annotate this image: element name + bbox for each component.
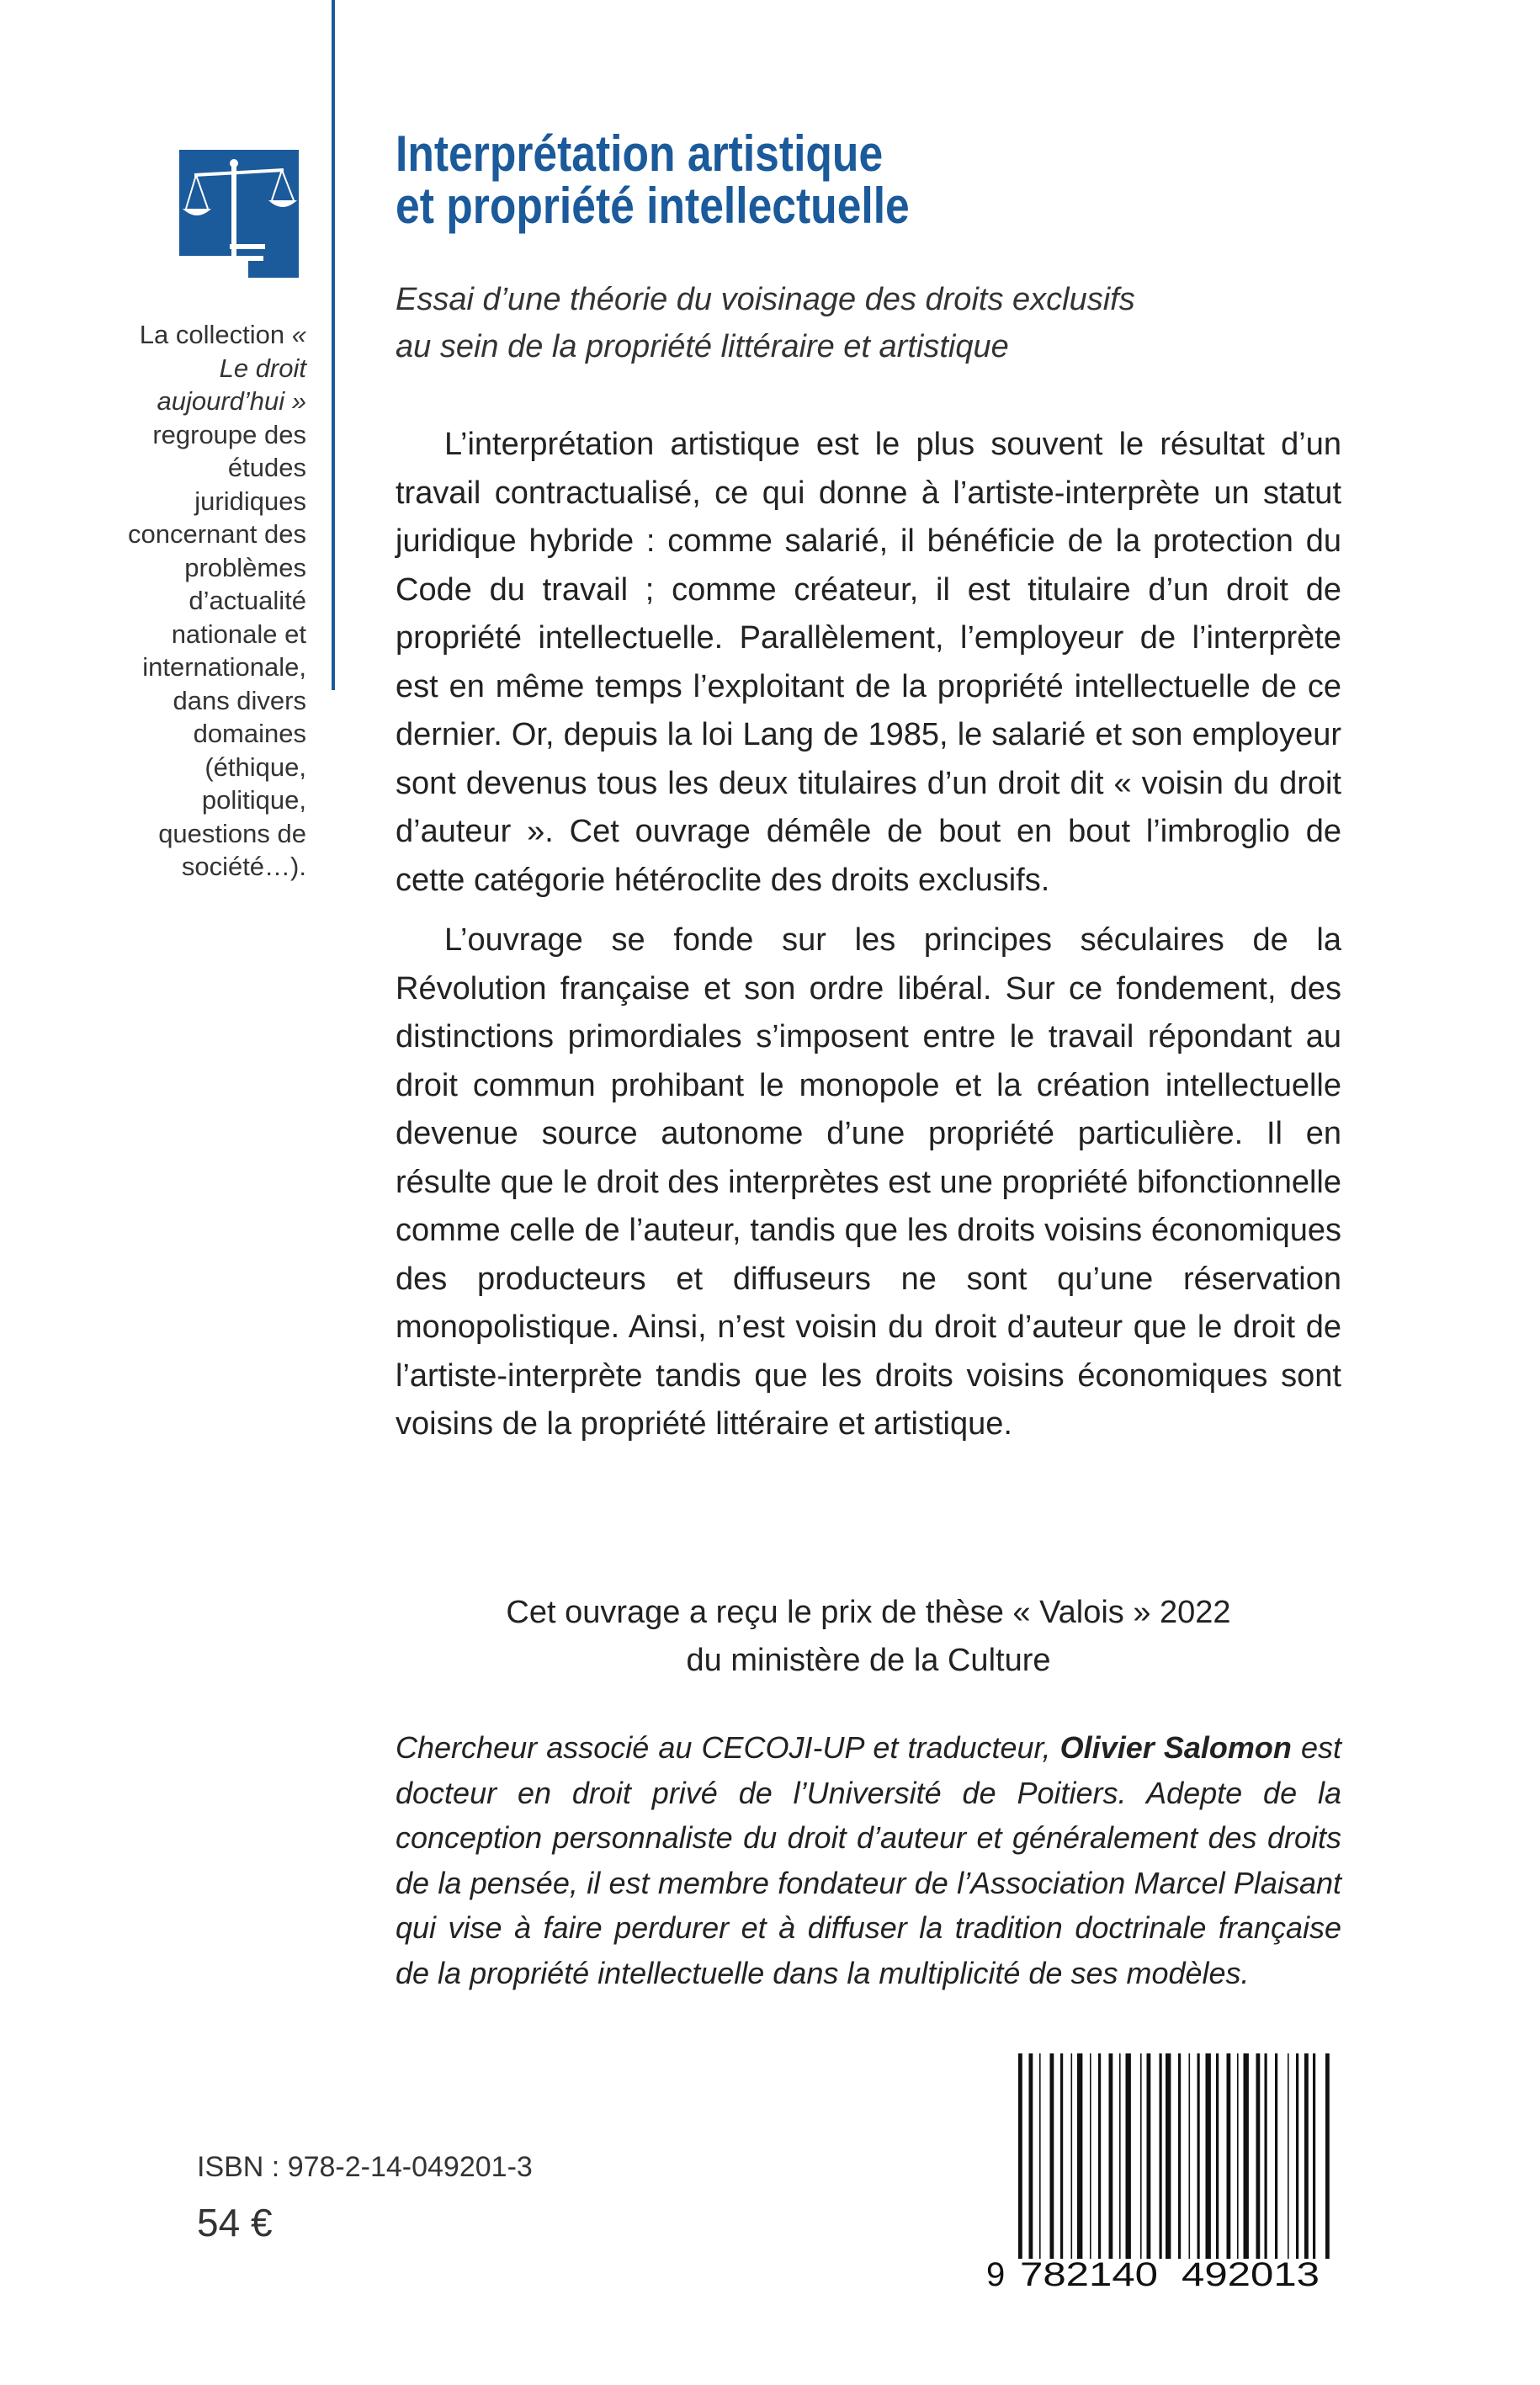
barcode (986, 2053, 1338, 2289)
barcode-bar (1039, 2053, 1041, 2259)
barcode-bar (1077, 2053, 1082, 2259)
barcode-bar (1178, 2053, 1181, 2259)
barcode-bar (1265, 2053, 1267, 2259)
book-subtitle-line-1: Essai d’une théorie du voisinage des droits exclusifs (396, 282, 1135, 317)
barcode-bar (1288, 2053, 1289, 2259)
isbn: ISBN : 978-2-14-049201-3 (197, 2151, 533, 2183)
barcode-bar (1216, 2053, 1219, 2259)
blurb-paragraph-2: L’ouvrage se fonde sur les principes séculaires de la Révolution française et son ordre libéral. Sur ce fondement, des distinctions primordiales s’imposent entre le travail répondant au droit commun prohibant le monopole et la création intellectuelle devenue source autonome d’une propriété particulière. Il en résulte que le droit des interprètes est une propriété bifonctionnelle comme celle de l’auteur, tandis que les droits voisins économiques des producteurs et diffuseurs ne sont qu’une réservation monopolistique. Ainsi, n’est voisin du droit d’auteur que le droit de l’artiste-interprète tandis que les droits voisins économiques sont voisins de la propriété littéraire et artistique. (396, 922, 1341, 1442)
barcode-bar (1325, 2053, 1330, 2259)
barcode-bar (1098, 2053, 1101, 2259)
author-bio (396, 1725, 1341, 1995)
barcode-bar (1237, 2053, 1239, 2259)
barcode-bar (1147, 2053, 1151, 2259)
barcode-bar (1090, 2053, 1091, 2259)
collection-description: regroupe des études juridiques concernant des problèmes d’actualité nationale et internationale, dans divers domaines (éthique, politique, questions de société…). (128, 419, 306, 881)
collection-note (126, 318, 306, 884)
book-subtitle-line-2: au sein de la propriété littéraire et artistique (396, 329, 1009, 364)
barcode-bar (1029, 2053, 1033, 2274)
book-subtitle (396, 276, 1288, 370)
barcode-bar (1189, 2053, 1191, 2259)
barcode-bars (1018, 2053, 1330, 2274)
barcode-bar (1018, 2053, 1022, 2274)
blurb (396, 421, 1341, 1449)
barcode-bar (1140, 2053, 1142, 2259)
barcode-bar (1206, 2053, 1211, 2274)
barcode-bar (1060, 2053, 1063, 2259)
barcode-bar (1244, 2053, 1249, 2259)
barcode-bar (1119, 2053, 1121, 2259)
author-bio-text (396, 1725, 1341, 1995)
barcode-bar (1197, 2053, 1200, 2274)
prize-line-1: Cet ouvrage a reçu le prix de thèse « Valois » 2022 (506, 1595, 1231, 1630)
bio-intro: Chercheur associé au CECOJI-UP et traducteur, (396, 1730, 1060, 1765)
collection-prefix: La collection (139, 320, 285, 349)
prize-line-2: du ministère de la Culture (686, 1643, 1051, 1678)
barcode-bar (1071, 2053, 1073, 2259)
prize-notice (396, 1589, 1341, 1685)
barcode-bar (1109, 2053, 1113, 2259)
barcode-bar (1166, 2053, 1171, 2259)
book-title-line-1: Interprétation artistique (396, 125, 884, 182)
barcode-digits-left: 782140 (1020, 2256, 1158, 2289)
author-name: Olivier Salomon (1059, 1730, 1292, 1765)
book-title-line-2: et propriété intellectuelle (396, 178, 910, 234)
barcode-bar (1160, 2053, 1162, 2259)
barcode-first-digit: 9 (986, 2256, 1006, 2289)
scales-of-justice-icon (179, 150, 299, 278)
barcode-bar (1304, 2053, 1309, 2259)
vertical-rule (332, 0, 335, 690)
barcode-bar (1275, 2053, 1277, 2259)
collection-name: « Le droit aujourd’hui » (157, 320, 306, 416)
blurb-paragraph-1: L’interprétation artistique est le plus souvent le résultat d’un travail contractualisé, ce qui donne à l’artiste-interprète un statut juridique hybride : comme salarié, il bénéficie de la protection du Code du travail ; comme créateur, il est titulaire d’un droit de propriété intellectuelle. Parallèlement, l’employeur de l’interprète est en même temps l’exploitant de la propriété intellectuelle de ce dernier. Or, depuis la loi Lang de 1985, le salarié et son employeur sont devenus tous les deux titulaires d’un droit dit « voisin du droit d’auteur ». Cet ouvrage démêle de bout en bout l’imbroglio de cette catégorie hétéroclite des droits exclusifs. (396, 427, 1341, 898)
price: 54 € (197, 2201, 273, 2244)
barcode-bar (1227, 2053, 1231, 2259)
barcode-bar (1126, 2053, 1131, 2259)
barcode-bar (1313, 2053, 1315, 2259)
barcode-bar (1296, 2053, 1298, 2259)
book-title (396, 125, 1300, 234)
barcode-bar (1050, 2053, 1054, 2259)
barcode-digits-right: 492013 (1182, 2256, 1320, 2289)
logo-step (248, 261, 299, 278)
bio-details: est docteur en droit privé de l’Université de Poitiers. Adepte de la conception personnaliste du droit d’auteur et généralement des droits de la pensée, il est membre fondateur de l’Association Marcel Plaisant qui vise à faire perdurer et à diffuser la tradition doctrinale française de la propriété intellectuelle dans la multiplicité de ses modèles. (396, 1730, 1342, 1990)
barcode-bar (1256, 2053, 1261, 2259)
